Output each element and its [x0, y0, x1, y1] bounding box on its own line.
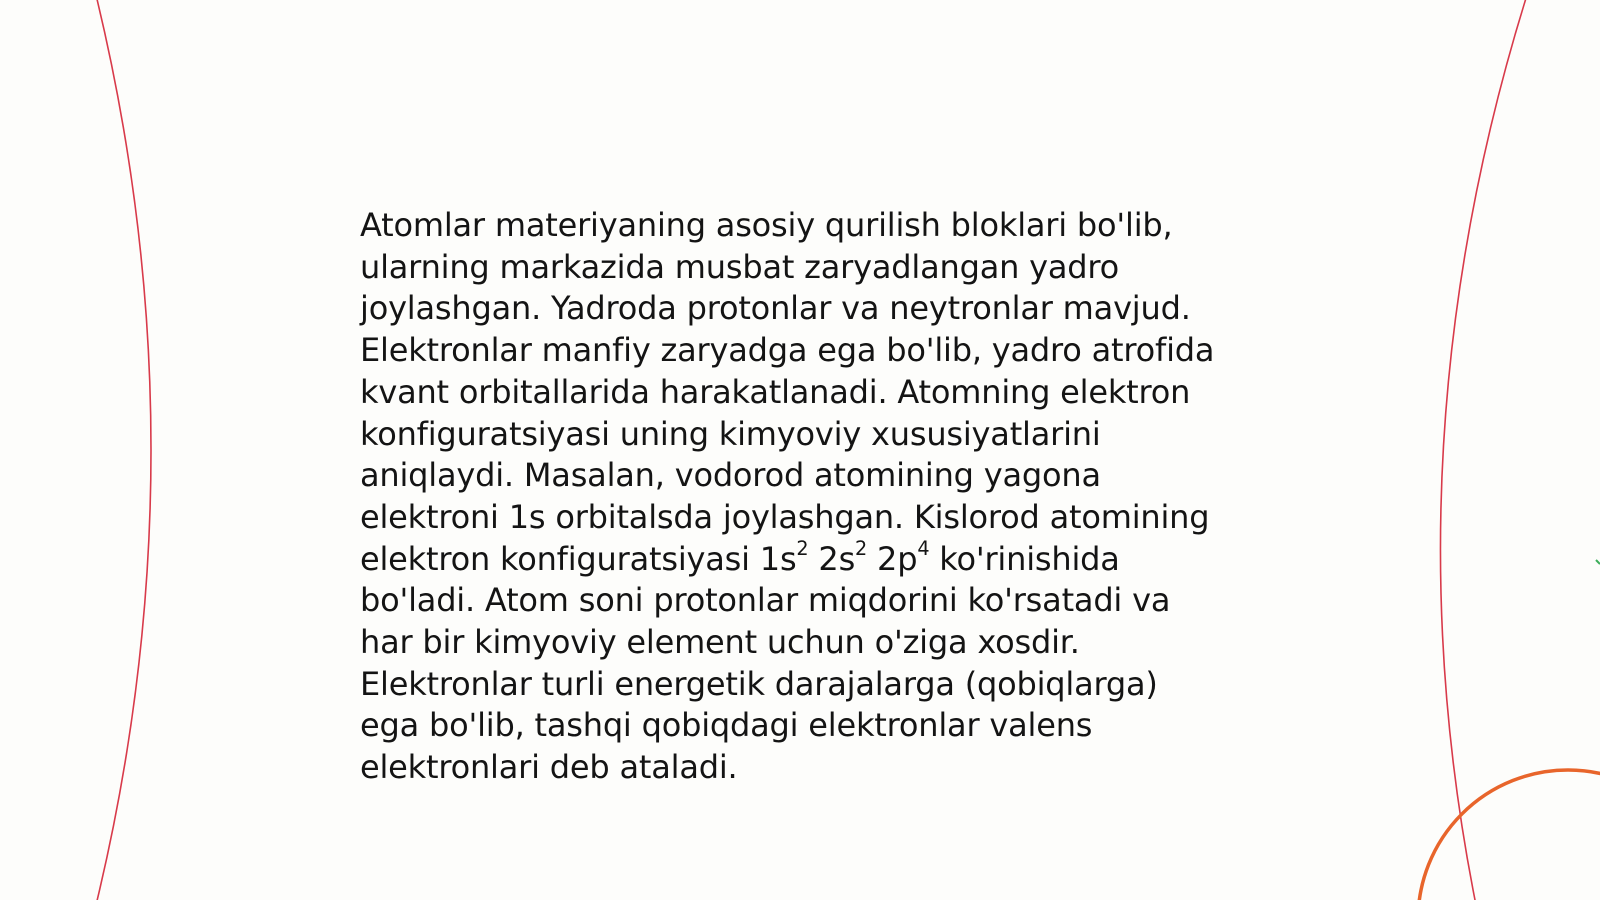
paragraph-line: kvant orbitallarida harakatlanadi. Atomning elektron — [360, 372, 1191, 411]
paragraph-line: bo'ladi. Atom soni protonlar miqdorini ko'rsatadi va — [360, 581, 1171, 620]
config-suffix: ko'rinishida — [929, 539, 1120, 578]
body-paragraph — [360, 205, 1260, 789]
paragraph-line: Elektronlar turli energetik darajalarga (qobiqlarga) — [360, 664, 1158, 703]
paragraph-line: ega bo'lib, tashqi qobiqdagi elektronlar valens — [360, 706, 1093, 745]
superscript-2s: 2 — [855, 537, 868, 561]
right-curve-line — [1440, 0, 1527, 900]
electron-configuration-line — [360, 539, 1260, 581]
paragraph-line: ularning markazida musbat zaryadlangan yadro — [360, 247, 1120, 286]
green-mark — [1596, 560, 1600, 564]
paragraph-line: joylashgan. Yadroda protonlar va neytronlar mavjud. — [360, 289, 1191, 328]
left-curve-line — [96, 0, 151, 900]
paragraph-line: har bir kimyoviy element uchun o'ziga xosdir. — [360, 623, 1080, 662]
superscript-1s: 2 — [796, 537, 809, 561]
config-2s: 2s — [808, 539, 856, 578]
config-2p: 2p — [867, 539, 918, 578]
paragraph-line: aniqlaydi. Masalan, vodorod atomining yagona — [360, 456, 1101, 495]
paragraph-line: elektronlari deb ataladi. — [360, 748, 738, 787]
orange-arc — [1418, 770, 1600, 900]
paragraph-line: elektroni 1s orbitalsda joylashgan. Kislorod atomining — [360, 497, 1210, 536]
paragraph-line: Atomlar materiyaning asosiy qurilish bloklari bo'lib, — [360, 206, 1173, 244]
paragraph-line: konfiguratsiyasi uning kimyoviy xususiyatlarini — [360, 414, 1101, 453]
config-prefix: elektron konfiguratsiyasi 1s — [360, 539, 797, 578]
paragraph-line: Elektronlar manfiy zaryadga ega bo'lib, yadro atrofida — [360, 331, 1215, 370]
superscript-2p: 4 — [917, 537, 930, 561]
